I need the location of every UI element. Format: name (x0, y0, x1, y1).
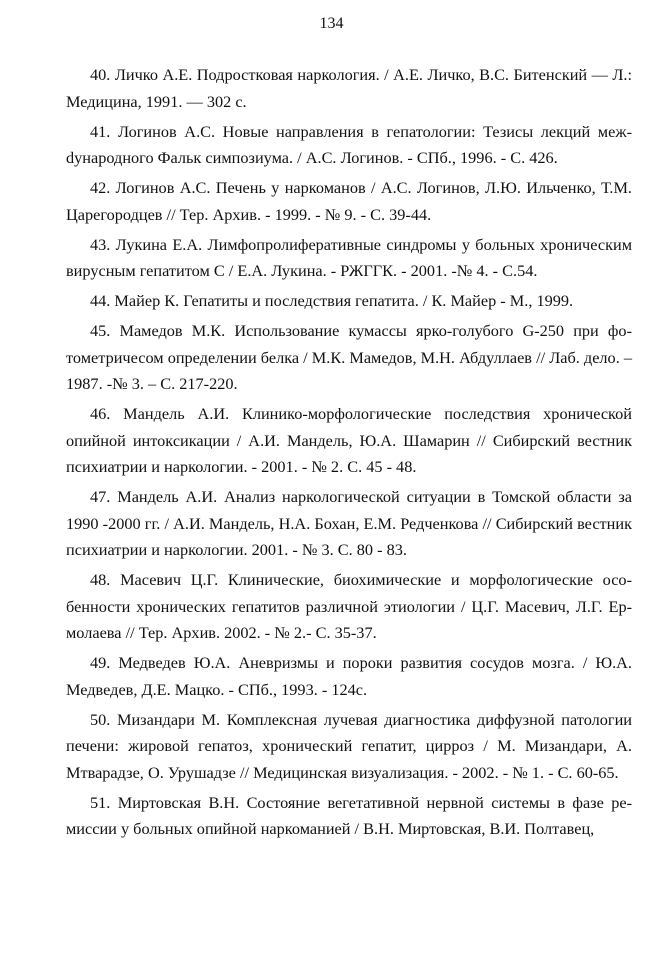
reference-item-44: 44. Майер К. Гепатиты и последствия гепатита. / К. Майер - М., 1999. (90, 291, 574, 310)
reference-item-40: 40. Личко А.Е. Подростковая наркология. / А.Е. Личко, В.С. Битенский — Л.: Медицина, 1991. — 302 с. (66, 65, 632, 111)
reference-item-51: 51. Миртовская В.Н. Состояние вегетативной нервной системы в фазе ремиссии у больных опийной наркоманией / В.Н. Миртовская, В.И. Полтавец, (66, 792, 632, 838)
reference-item-42: 42. Логинов А.С. Печень у наркоманов / А.С. Логинов, Л.Ю. Ильченко, Т.М. Царегородцев // Тер. Архив. - 1999. - № 9. - С. 39-44. (66, 178, 632, 224)
reference-item-46: 46. Мандель А.И. Клинико-морфологические последствия хронической опийной интоксикации / А.И. Мандель, Ю.А. Шамарин // Сибирский вестник психиатрии и наркологии. - 2001. - № 2. С. 45 - 48. (66, 404, 632, 476)
page-number: 134 (319, 15, 344, 32)
reference-item-48: 48. Масевич Ц.Г. Клинические, биохимические и морфологические особенности хронических гепатитов различной этиологии / Ц.Г. Масевич, Л.Г. Ермолаева // Тер. Архив. 2002. - № 2.- С. 35-37. (66, 570, 632, 642)
reference-list (66, 62, 632, 846)
reference-item-45: 45. Мамедов М.К. Использование кумассы ярко-голубого G-250 при фотометричесом определении белка / М.К. Мамедов, М.Н. Абдуллаев // Лаб. дело. – 1987. -№ 3. – С. 217-220. (66, 321, 632, 393)
reference-item-50: 50. Мизандари М. Комплексная лучевая диагностика диффузной патологии печени: жировой гепатоз, хронический гепатит, цирроз / М. Мизандари, А. Мтварадзе, О. Урушадзе // Медицинская визуализация. - 2002. - № 1. - С. 60-65. (66, 709, 632, 782)
reference-item-47: 47. Мандель А.И. Анализ наркологической ситуации в Томской области за 1990 -2000 гг. / А.И. Мандель, Н.А. Бохан, Е.М. Редченкова // Сибирский вестник психиатрии и наркологии. 2001. - № 3. С. 80 - 83. (66, 487, 632, 559)
reference-item-41: 41. Логинов А.С. Новые направления в гепатологии: Тезисы лекций межdународного Фальк симпозиума. / А.С. Логинов. - СПб., 1996. - С. 426. (66, 121, 632, 167)
reference-item-49: 49. Медведев Ю.А. Аневризмы и пороки развития сосудов мозга. / Ю.А. Медведев, Д.Е. Мацко. - СПб., 1993. - 124с. (66, 653, 632, 699)
reference-item-43: 43. Лукина Е.А. Лимфопролиферативные синдромы у больных хроническим вирусным гепатитом С / Е.А. Лукина. - РЖГГК. - 2001. -№ 4. - С.54. (66, 234, 632, 280)
